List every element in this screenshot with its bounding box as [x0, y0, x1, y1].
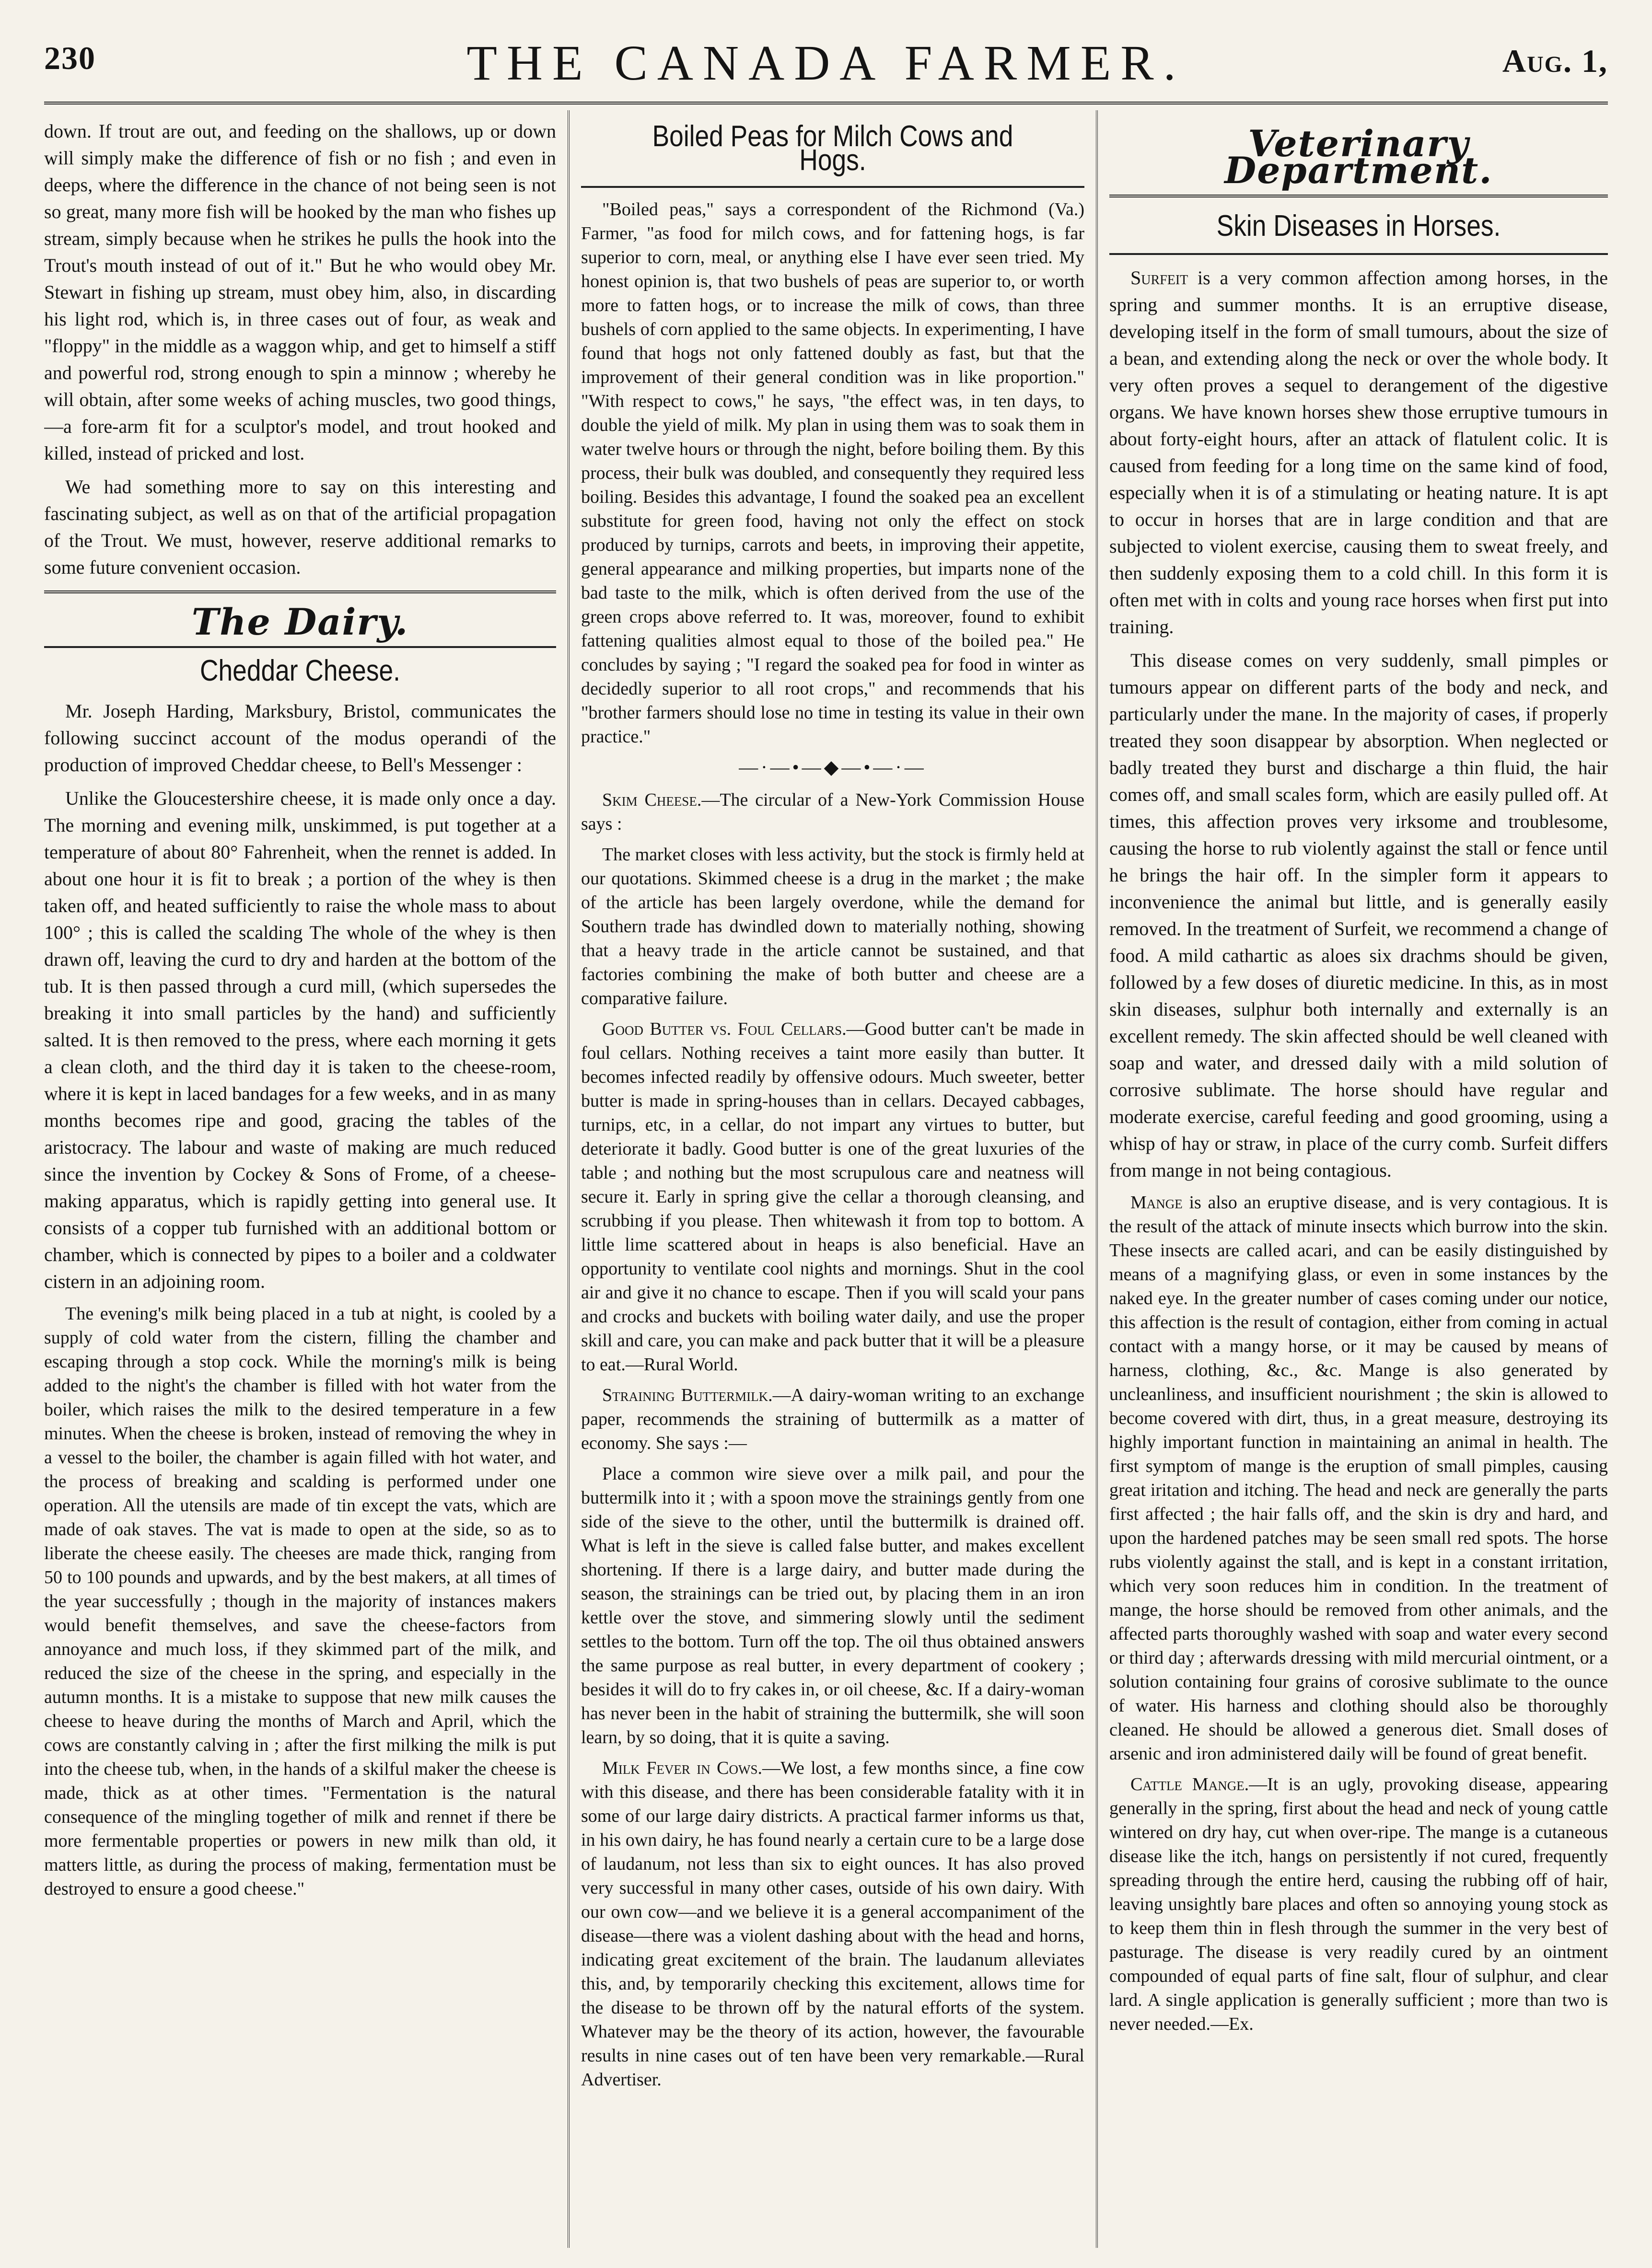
buttermilk-text: —A dairy-woman writing to an exchange paper, recommends the straining of buttermilk as a matter of economy. She says :—	[581, 1385, 1084, 1453]
skim-cheese-intro	[581, 788, 1084, 836]
masthead	[44, 35, 1608, 102]
surfeit-paragraph	[1109, 265, 1608, 640]
section-title-veterinary: Veterinary Department.	[1224, 122, 1493, 192]
page-number: 230	[44, 40, 96, 76]
section-rule	[44, 646, 556, 648]
column-divider	[1096, 110, 1100, 2248]
skim-cheese-lead: Skim Cheese.	[602, 790, 702, 810]
column-middle	[581, 118, 1084, 2241]
cheddar-body: Unlike the Gloucestershire cheese, it is made only once a day. The morning and evening milk, unskimmed, is put together at a temperature of about 80° Fahrenheit, when the rennet is added. In about one hour it is fit to break ; a portion of the whey is then taken off, and heated sufficiently to raise the whole mass to about 100° ; this is called the scalding The whole of the whey is then drawn off, leaving the curd to dry and harden at the bottom of the tub. It is then passed through a curd mill, (which supersedes the breaking it into small particles by the hand) and sufficiently salted. It is then removed to the press, where each morning it gets a clean cloth, and the third day it is taken to the cheese-room, where it is kept in laced bandages for a few weeks, and in as many months becomes ripe and good, gracing the tables of the aristocracy. The labour and waste of making are much reduced since the invention by Cockey & Sons of Frome, of a cheese-making apparatus, which is rapidly getting into general use. It consists of a copper tub furnished with an additional bottom or chamber, which is connected by pipes to a boiler and a coldwater cistern in an adjoining room.	[44, 787, 556, 1292]
trout-paragraph: down. If trout are out, and feeding on the shallows, up or down will simply make the difference of fish or no fish ; and even in deeps, where the difference in the chance of not being seen is not so great, many more fish will be hooked by the man who fishes up stream, simply because when he strikes he pulls the hook into the Trout's mouth instead of out of it." But he who would obey Mr. Stewart in fishing up stream, must obey him, also, in discarding his light rod, which is, in three cases out of four, as weak and "floppy" in the middle as a waggon whip, and get to himself a stiff and powerful rod, strong enough to spin a minnow ; whereby he will obtain, after some weeks of aching muscles, two good things,—a fore-arm fit for a sculptor's model, and trout hooked and killed, instead of pricked and lost.	[44, 120, 556, 464]
butter-lead: Good Butter vs. Foul Cellars.	[602, 1019, 847, 1039]
issue-date: Aug. 1,	[1502, 43, 1608, 79]
cattle-mange-paragraph	[1109, 1772, 1608, 2036]
mange-paragraph	[1109, 1191, 1608, 1766]
section-rule	[1109, 253, 1608, 255]
buttermilk-intro	[581, 1383, 1084, 1455]
trout-closing-paragraph: We had something more to say on this interesting and fascinating subject, as well as on that of the artificial propagation of the Trout. We must, however, reserve additional remarks to some future convenient occasion.	[44, 476, 556, 578]
article-title-skin-diseases: Skin Diseases in Horses.	[1216, 209, 1501, 243]
milk-fever-lead: Milk Fever in Cows.	[602, 1758, 762, 1778]
mange-lead: Mange	[1130, 1192, 1183, 1213]
article-title-peas: Boiled Peas for Milch Cows and Hogs.	[652, 120, 1013, 177]
buttermilk-body: Place a common wire sieve over a milk pail, and pour the buttermilk into it ; with a spoon move the strainings gently from one side of the sieve to the other, until the buttermilk is drained off. What is left in the sieve is called false butter, and makes excellent shortening. If there is a large dairy, and butter made during the season, the strainings can be tried out, by placing them in an iron kettle over the stove, and simmering slowly until the sediment settles to the bottom. Turn off the top. The oil thus obtained answers the same purpose as real butter, in every department of cookery ; besides it will do to fry cakes in, or oil cheese, &c. If a dairy-woman has never been in the habit of straining the buttermilk, she will soon learn, by so doing, that it is quite a saving.	[581, 1464, 1084, 1747]
column-left	[44, 118, 556, 2241]
section-rule	[44, 590, 556, 595]
buttermilk-lead: Straining Buttermilk.	[602, 1385, 773, 1405]
surfeit-text: is a very common affection among horses, in the spring and summer months. It is an erruptive disease, developing itself in the form of small tumours, about the size of a bean, and extending along the neck or over the whole body. It very often proves a sequel to derangement of the digestive organs. We have known horses shew those erruptive tumours in about forty-eight hours, after an attack of flatulent colic. It is caused from feeding for a long time on the same kind of food, especially when it is of a stimulating or heating nature. It is apt to occur in horses that are in large condition and that are subjected to violent exercise, causing them to sweat freely, and then suddenly exposing them to a cold chill. In this form it is often met with in colts and young race horses when first put into training.	[1109, 267, 1608, 637]
butter-paragraph	[581, 1017, 1084, 1377]
skim-cheese-text: —The circular of a New-York Commission House says :	[581, 790, 1084, 834]
column-right	[1109, 118, 1608, 2241]
section-rule	[581, 186, 1084, 188]
article-title-cheddar: Cheddar Cheese.	[200, 654, 400, 687]
butter-text: —Good butter can't be made in foul cellars. Nothing receives a taint more easily than butter. It becomes infected readily by offensive odours. Much sweeter, better butter is made in spring-houses than in cellars. Decayed cabbages, turnips, etc, in a cellar, do not impart any virtues to butter, but deteriorate it badly. Good butter is one of the great luxuries of the table ; and nothing but the most scrupulous care and neatness will secure it. Early in spring give the cellar a thorough cleansing, and scrubbing if you please. Then whitewash it from top to bottom. A little lime scattered about in heaps is also beneficial. Have an opportunity to ventilate cool nights and mornings. Shut in the cool air and give it no chance to escape. Then if you will scald your pans and crocks and buckets with boiling water daily, and use the proper skill and care, you can make and pack butter that it will be a pleasure to eat.—Rural World.	[581, 1019, 1084, 1375]
section-title-dairy: The Dairy.	[191, 601, 409, 643]
milk-fever-paragraph	[581, 1756, 1084, 2092]
cheddar-body-continued: The evening's milk being placed in a tub at night, is cooled by a supply of cold water from the cistern, filling the chamber and escaping through a stop cock. While the morning's milk is being added to the night's the chamber is filled with hot water from the boiler, which raises the milk to the desired temperature in a few minutes. When the cheese is broken, instead of removing the whey in a vessel to the boiler, the chamber is again filled with hot water, and the process of breaking and scalding is performed under one operation. All the utensils are made of tin except the vats, which are made of oak staves. The vat is made to open at the side, so as to liberate the cheese easily. The cheeses are made thick, ranging from 50 to 100 pounds and upwards, and by the best makers, at all times of the year successfully ; though in the majority of instances makers would benefit themselves, and save the cheese-factors from annoyance and much loss, if they skimmed part of the milk, and reduced the size of the cheese in the spring, and especially in the autumn months. It is a mistake to suppose that new milk causes the cheese to heave during the months of March and April, which the cows are constantly calving in ; after the first milking the milk is put into the cheese tub, when, in the hands of a skilful maker the cheese is made, thick as at other times. "Fermentation is the natural consequence of the mingling together of milk and rennet if there be more fermentable properties or powers in new milk than old, it matters little, as during the process of making, fermentation must be destroyed to ensure a good cheese."	[44, 1304, 556, 1899]
newspaper-title: THE CANADA FARMER.	[466, 35, 1186, 91]
cattle-mange-lead: Cattle Mange.	[1130, 1774, 1249, 1794]
ornament-divider: —·—•—◆—•—·—	[739, 756, 927, 778]
milk-fever-text: —We lost, a few months since, a fine cow with this disease, and there has been considerable fatality with it in some of our large dairy districts. A practical farmer informs us that, in his own dairy, he has found nearly a certain cure to be a large dose of laudanum, not less than six to eight ounces. It has also proved very successful in many other cases, outside of his own dairy. With our own cow—and we believe it is a general accompaniment of the disease—there was a violent dashing about with the head and horns, indicating great excitement of the brain. The laudanum alleviates this, and, by temporarily checking this excitement, allows time for the disease to be thrown off by the natural efforts of the system. Whatever may be the theory of its action, however, the favourable results in nine cases out of ten have been very remarkable.—Rural Advertiser.	[581, 1758, 1084, 2090]
column-divider	[568, 110, 571, 2248]
peas-body: "Boiled peas," says a correspondent of the Richmond (Va.) Farmer, "as food for milch cows, and for fattening hogs, is far superior to corn, meal, or anything else I have ever seen tried. My honest opinion is, that two bushels of peas are superior to, or worth more to fatten hogs, or to increase the milk of cows, than three bushels of corn applied to the same objects. In experimenting, I have found that hogs not only fattened doubly as fast, but that the improvement of their general condition was in like proportion." "With respect to cows," he says, "the effect was, in ten days, to double the yield of milk. My plan in using them was to soak them in water twelve hours or through the night, before boiling them. By this process, their bulk was doubled, and consequently they required less boiling. Besides this advantage, I found the soaked pea an excellent substitute for green food, having not only the effect on stock produced by turnips, carrots and beets, in improving their appetite, general appearance and milking properties, but imparts none of the bad taste to the milk, which is often derived from the use of the green crops above referred to. It was, moreover, found to exhibit fattening qualities almost equal to those of the boiled pea." He concludes by saying ; "I regard the soaked pea for food in winter as decidedly superior to all root crops," and recommends that his "brother farmers should lose no time in testing its value in their own practice."	[581, 199, 1084, 747]
skim-cheese-quote: The market closes with less activity, but the stock is firmly held at our quotations. Skimmed cheese is a drug in the market ; the make of the article has been largely overdone, while the demand for Southern trade has dwindled down to materially nothing, showing that a heavy trade in the article cannot be sustained, and that factories combining the make of both butter and cheese are a comparative failure.	[581, 845, 1084, 1008]
masthead-rule	[44, 102, 1608, 111]
section-rule	[1109, 195, 1608, 199]
surfeit-treatment: This disease comes on very suddenly, small pimples or tumours appear on different parts of the body and neck, and particularly under the mane. In the majority of cases, if properly treated they soon disappear by absorption. When neglected or badly treated they burst and discharge a thin fluid, the hair comes off, and small scales form, which are easily pulled off. At times, this affection proves very irksome and troublesome, causing the horse to rub violently against the stall or fence until he brings the hair off. In the simpler form it appears to inconvenience the animal but little, and is generally easily removed. In the treatment of Surfeit, we recommend a change of food. A mild cathartic as aloes six drachms should be given, followed by a few doses of diuretic medicine. In this, as in most skin diseases, sulphur both internally and externally is an excellent remedy. The skin affected should be well cleaned with soap and water, and dressed daily with a mild solution of corrosive sublimate. The horse should have regular and moderate exercise, careful feeding and good grooming, using a whisp of hay or straw, in place of the curry comb. Surfeit differs from mange in not being contagious.	[1109, 649, 1608, 1181]
cattle-mange-text: —It is an ugly, provoking disease, appearing generally in the spring, first about the head and neck of young cattle wintered on dry hay, cut when over-ripe. The mange is a cutaneous disease like the itch, hangs on persistently if not cured, frequently spreading through the entire herd, causing the rubbing off of hair, leaving unsightly bare places and often so annoying young stock as to keep them thin in flesh through the summer in the very best of pasturage. The disease is very readily cured by an ointment compounded of equal parts of fine salt, flour of sulphur, and clear lard. A single application is generally sufficient ; more than two is never needed.—Ex.	[1109, 1774, 1608, 2034]
cheddar-intro: Mr. Joseph Harding, Marksbury, Bristol, communicates the following succinct account of the modus operandi of the production of improved Cheddar cheese, to Bell's Messenger :	[44, 700, 556, 775]
surfeit-lead: Surfeit	[1130, 267, 1188, 289]
mange-text: is also an eruptive disease, and is very contagious. It is the result of the attack of minute insects which burrow into the skin. These insects are called acari, and can be easily distinguished by means of a magnifying glass, or even in some instances by the naked eye. In the greater number of cases coming under our notice, this affection is the result of contagion, either from coming in actual contact with a mangy horse, or it may be caused by means of harness, clothing, &c., &c. Mange is also generated by uncleanliness, and insufficient nourishment ; the skin is allowed to become covered with dirt, thus, in a great measure, destroying its highly important function in maintaining an animal in health. The first symptom of mange is the eruption of small pimples, causing great iritation and itching. The head and neck are generally the parts first affected ; the hair falls off, and the skin is dry and hard, and upon the hardened patches may be seen small red spots. The horse rubs violently against the stall, and is kept in a constant irritation, which very soon reduces him in condition. In the treatment of mange, the horse should be removed from other animals, and the affected parts thoroughly washed with soap and water every second or third day ; afterwards dressing with mild mercurial ointment, or a solution containing four grains of corosive sublimate to the ounce of water. His harness and clothing should also be thoroughly cleaned. He should be allowed a generous diet. Small doses of arsenic and iron administered daily will be found of great benefit.	[1109, 1192, 1608, 1764]
